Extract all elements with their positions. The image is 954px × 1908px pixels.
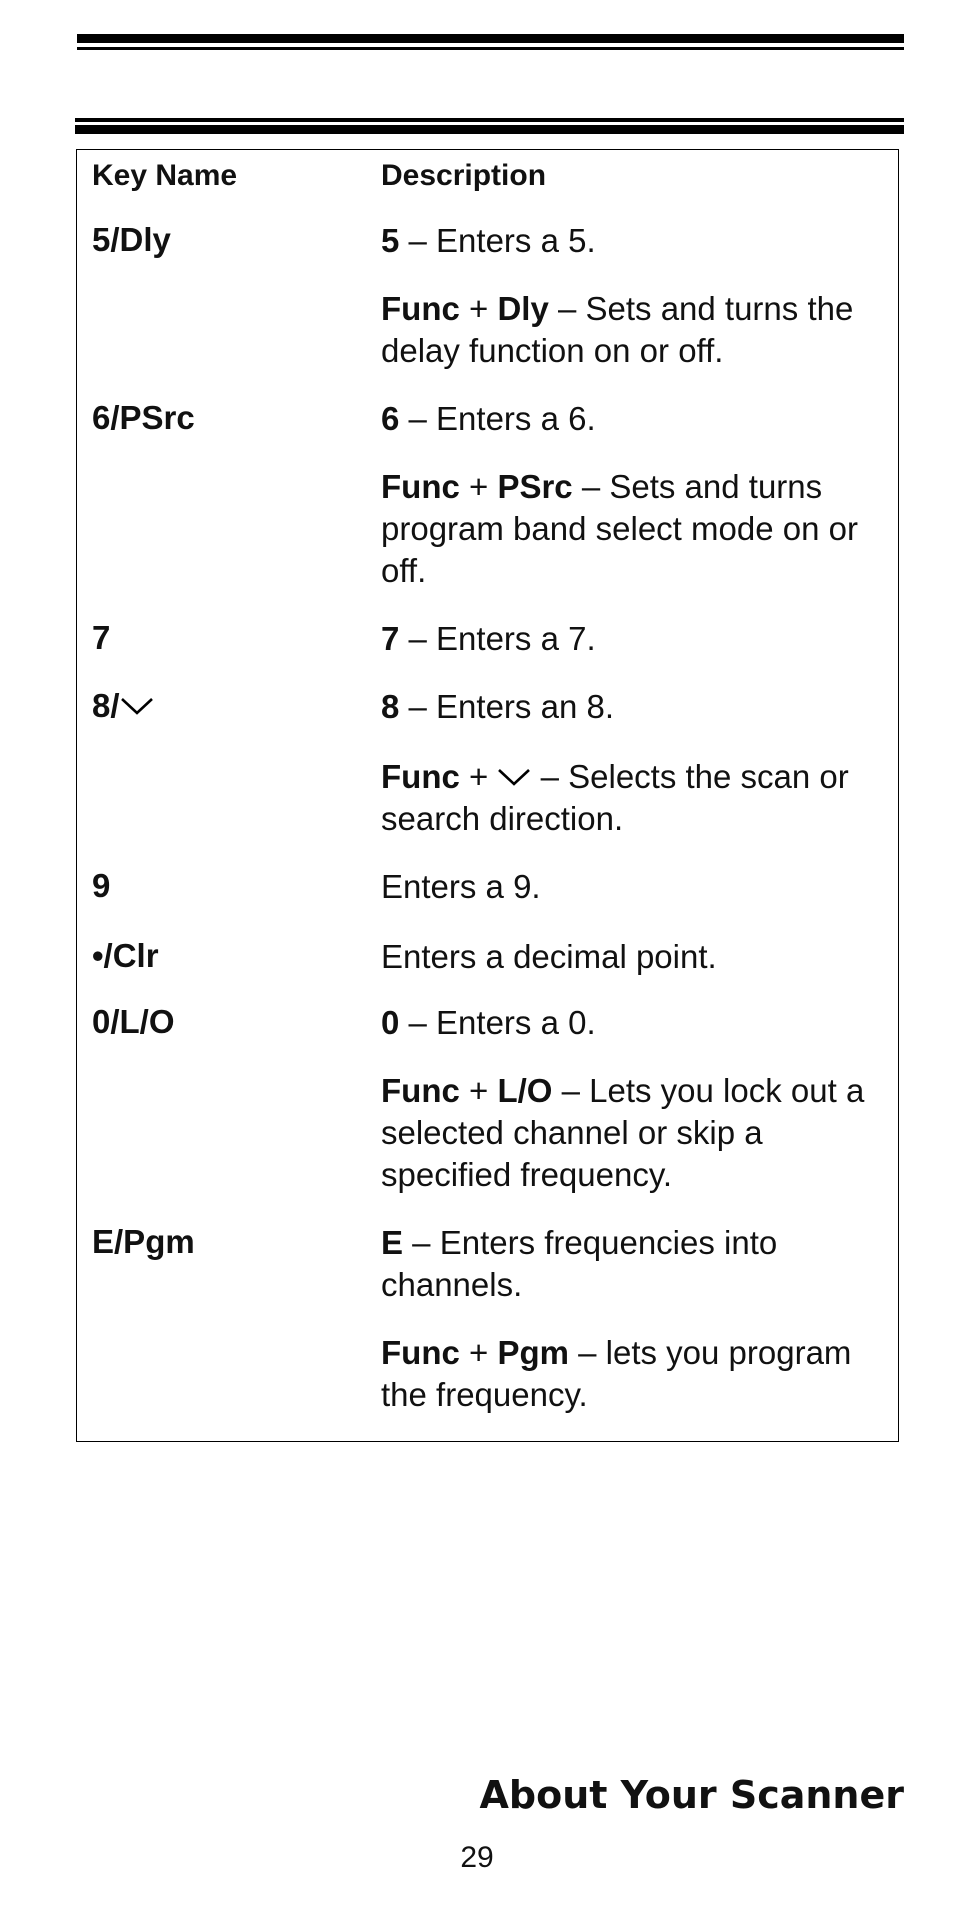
key-name: 8/ (92, 686, 154, 726)
description-line: 6 – Enters a 6. (381, 400, 596, 437)
top-rule-thick (77, 34, 904, 43)
chevron-down-icon (120, 695, 154, 717)
top-rule-thin (77, 47, 904, 50)
header-description: Description (381, 159, 547, 192)
description-line: Func + Dly – Sets and turns the delay function on or off. (381, 290, 854, 369)
key-name: E/Pgm (92, 1223, 195, 1260)
key-name: 9 (92, 867, 111, 904)
description-line: 5 – Enters a 5. (381, 222, 596, 259)
key-description-table (76, 149, 899, 1442)
key-name: 7 (92, 619, 111, 656)
description-line: Enters a 9. (381, 868, 541, 905)
section-title: About Your Scanner (479, 1773, 904, 1817)
key-name: 0/L/O (92, 1003, 175, 1040)
chevron-down-icon (497, 766, 531, 788)
description-line: Func + PSrc – Sets and turns program band select mode on or off. (381, 468, 858, 589)
key-name: 6/PSrc (92, 399, 195, 436)
description-line: Func + L/O – Lets you lock out a selected channel or skip a specified frequency. (381, 1072, 865, 1193)
page-number: 29 (460, 1841, 494, 1874)
description-line: E – Enters frequencies into channels. (381, 1224, 778, 1303)
description-line: 8 – Enters an 8. (381, 688, 614, 725)
key-name: •/Clr (92, 937, 159, 974)
header-key-name: Key Name (92, 159, 238, 192)
description-line: Func + – Selects the scan or search direction. (381, 758, 849, 837)
description-line: 0 – Enters a 0. (381, 1004, 596, 1041)
header-rule-thick (75, 125, 904, 134)
description-line: Func + Pgm – lets you program the frequency. (381, 1334, 852, 1413)
key-name: 5/Dly (92, 221, 171, 258)
description-line: 7 – Enters a 7. (381, 620, 596, 657)
description-line: Enters a decimal point. (381, 938, 717, 975)
header-rule-thin (75, 118, 904, 122)
